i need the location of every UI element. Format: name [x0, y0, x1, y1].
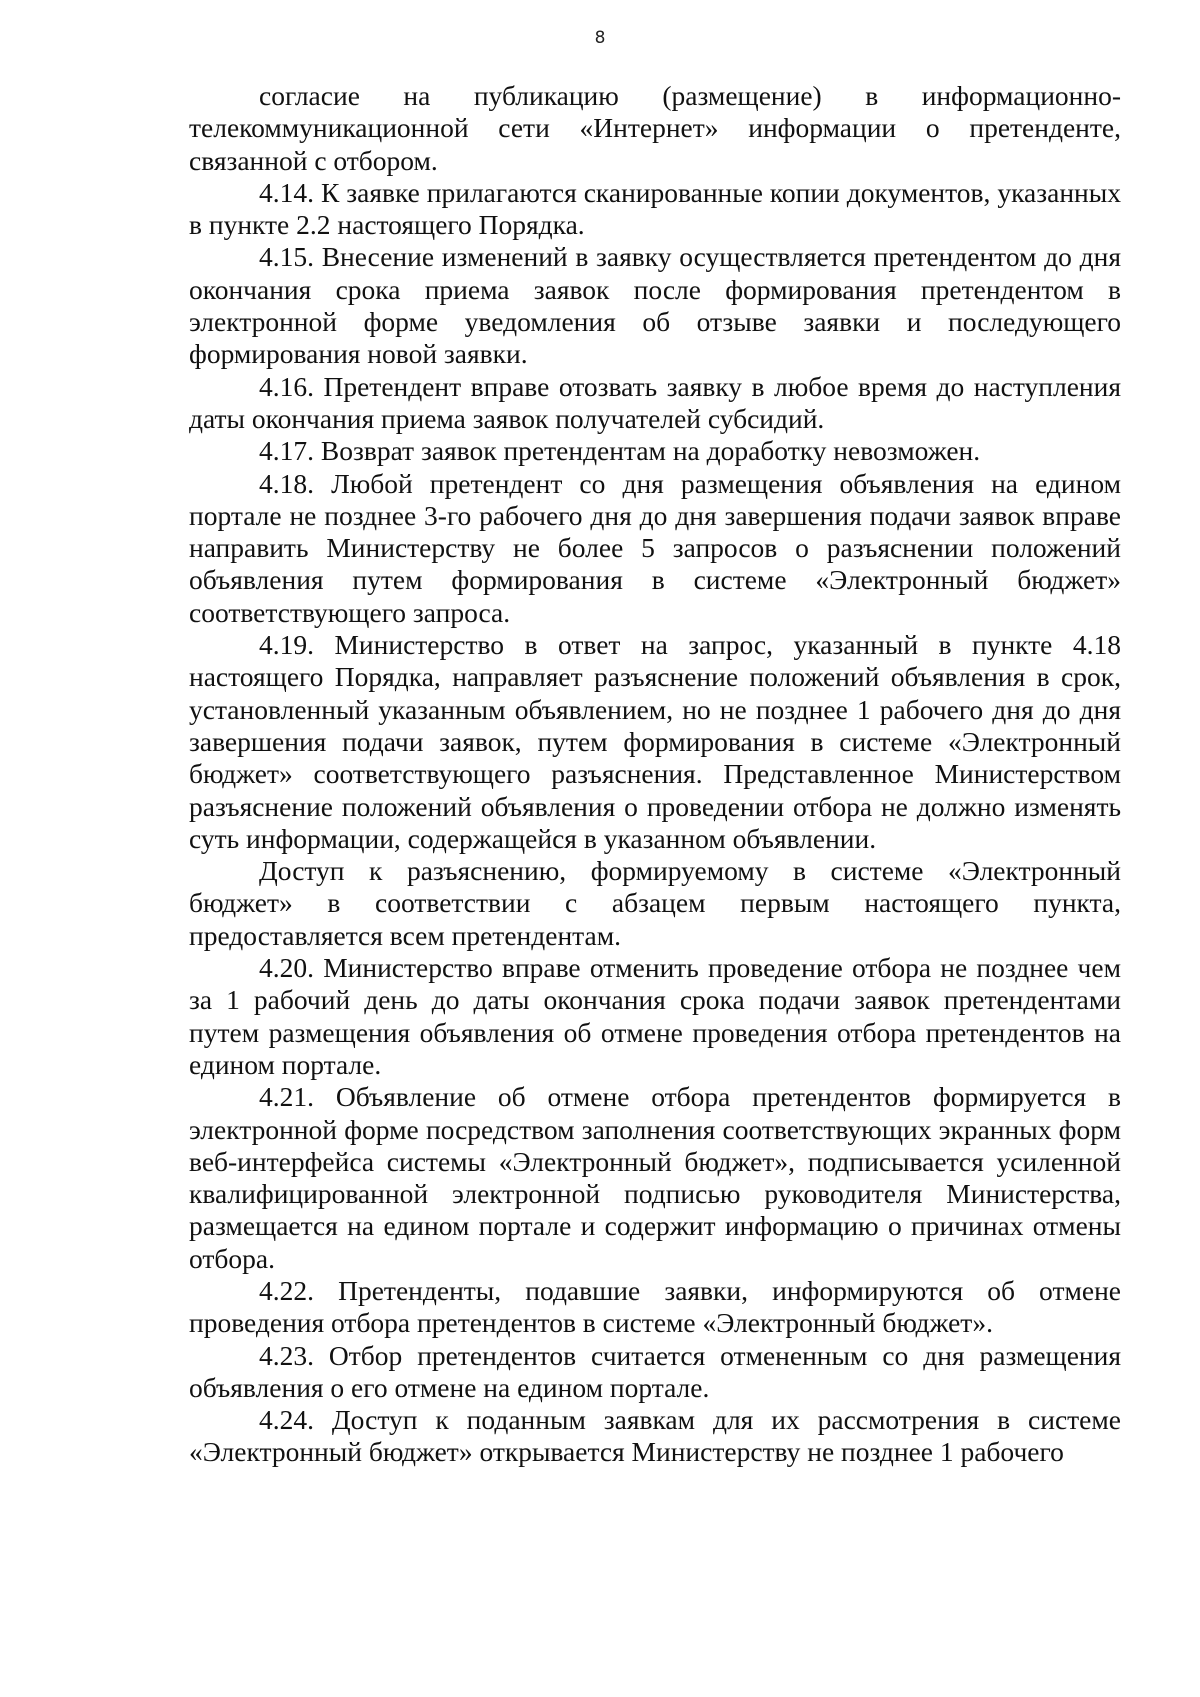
- document-body: [189, 80, 1121, 1469]
- page-number: 8: [594, 28, 606, 48]
- paragraph-4-24: 4.24. Доступ к поданным заявкам для их рассмотрения в системе «Электронный бюджет» открывается Министерству не позднее 1 рабочего: [189, 1404, 1121, 1468]
- paragraph-4-21: 4.21. Объявление об отмене отбора претендентов формируется в электронной форме посредством заполнения соответствующих экранных форм веб-интерфейса системы «Электронный бюджет», подписывается усиленной квалифицированной электронной подписью руководителя Министерства, размещается на едином портале и содержит информацию о причинах отмены отбора.: [189, 1081, 1121, 1274]
- paragraph-4-23: 4.23. Отбор претендентов считается отмененным со дня размещения объявления о его отмене на едином портале.: [189, 1339, 1121, 1403]
- paragraph-4-17: 4.17. Возврат заявок претендентам на доработку невозможен.: [259, 435, 981, 467]
- paragraph-4-15: 4.15. Внесение изменений в заявку осуществляется претендентом до дня окончания срока приема заявок после формирования претендентом в электронной форме уведомления об отзыве заявки и последующего формирования новой заявки.: [189, 241, 1121, 370]
- paragraph-4-20: 4.20. Министерство вправе отменить проведение отбора не позднее чем за 1 рабочий день до даты окончания срока подачи заявок претендентами путем размещения объявления об отмене проведения отбора претендентов на едином портале.: [189, 952, 1121, 1080]
- paragraph-4-22: 4.22. Претенденты, подавшие заявки, информируются об отмене проведения отбора претендентов в системе «Электронный бюджет».: [189, 1274, 1121, 1339]
- paragraph-4-14: 4.14. К заявке прилагаются сканированные копии документов, указанных в пункте 2.2 настоящего Порядка.: [189, 176, 1121, 241]
- paragraph-4-19: 4.19. Министерство в ответ на запрос, указанный в пункте 4.18 настоящего Порядка, направляет разъяснение положений объявления в срок, установленный указанным объявлением, но не позднее 1 рабочего дня до дня завершения подачи заявок, путем формирования в системе «Электронный бюджет» соответствующего разъяснения. Представленное Министерством разъяснение положений объявления о проведении отбора не должно изменять суть информации, содержащейся в указанном объявлении.: [189, 629, 1121, 854]
- paragraph-4-19-access: Доступ к разъяснению, формируемому в системе «Электронный бюджет» в соответствии с абзацем первым настоящего пункта, предоставляется всем претендентам.: [189, 855, 1121, 951]
- paragraph-4-18: 4.18. Любой претендент со дня размещения объявления на едином портале не позднее 3-го рабочего дня до дня завершения подачи заявок вправе направить Министерству не более 5 запросов о разъяснении положений объявления путем формирования в системе «Электронный бюджет» соответствующего запроса.: [189, 467, 1121, 628]
- paragraph-4-16: 4.16. Претендент вправе отозвать заявку в любое время до наступления даты окончания приема заявок получателей субсидий.: [189, 370, 1121, 434]
- paragraph-consent-continuation: согласие на публикацию (размещение) в информационно-телекоммуникационной сети «Интернет» информации о претенденте, связанной с отбором.: [189, 80, 1121, 176]
